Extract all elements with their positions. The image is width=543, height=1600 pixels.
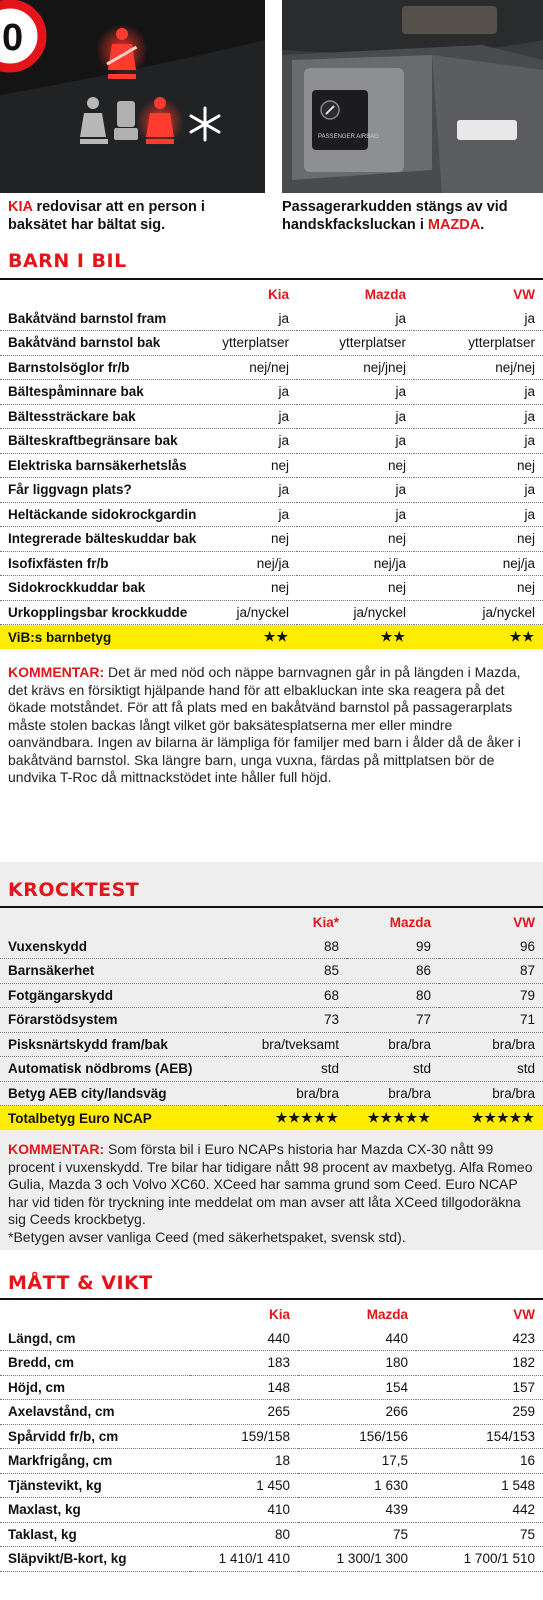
cell-value: nej/ja [297,551,414,576]
cell-value: ja [297,404,414,429]
row-label: Automatisk nödbroms (AEB) [0,1057,225,1082]
cell-value: nej [414,453,543,478]
cell-value: 439 [298,1498,416,1523]
table-row [0,600,543,625]
cell-value: ja [414,429,543,454]
cell-value: 18 [190,1449,298,1474]
cell-value: 440 [298,1326,416,1351]
cell-value: ja [297,306,414,331]
row-label: Förarstödsystem [0,1008,225,1033]
cell-value: nej/ja [200,551,297,576]
cell-value: ★★★★★ [225,1106,347,1131]
section-rule [0,1298,543,1300]
table-row [0,1032,543,1057]
caption-mazda-brand: MAZDA [427,217,481,233]
cell-value: 1 300/1 300 [298,1547,416,1572]
caption-mazda-end: . [480,217,485,233]
cell-value: nej [297,576,414,601]
row-label: Bredd, cm [0,1351,190,1376]
kia-dashboard-photo [0,0,265,193]
section-title-matt: MÅTT & VIKT [8,1272,153,1294]
row-label: Heltäckande sidokrockgardin [0,502,200,527]
cell-value: ja [200,306,297,331]
table-row [0,983,543,1008]
column-header: Mazda [366,1306,408,1322]
cell-value: ja [200,502,297,527]
row-label: Barnsäkerhet [0,959,225,984]
row-label: Fotgängarskydd [0,983,225,1008]
table-row [0,1522,543,1547]
cell-value: std [439,1057,543,1082]
row-label: Elektriska barnsäkerhetslås [0,453,200,478]
cell-value: ja [200,404,297,429]
barn-comment [8,664,536,787]
row-label: Bakåtvänd barnstol bak [0,331,200,356]
cell-value: 1 700/1 510 [416,1547,543,1572]
mazda-glovebox-photo [282,0,543,193]
row-label: Isofixfästen fr/b [0,551,200,576]
caption-mazda-text: Passagerarkudden stängs av vid handskfacksluckan i [282,199,508,233]
caption-kia-brand: KIA [8,199,33,215]
table-row [0,551,543,576]
cell-value: 73 [225,1008,347,1033]
cell-value: nej [200,576,297,601]
comment-text: Det är med nöd och näppe barnvagnen går in på längden i Mazda, det krävs en försiktigt hjälpande hand för att elbakluckan inte ska reagera på det ökade motståndet. För att få plats med en bakåtvänd barnstol på passagerarplats måste stolen backas långt vilket gör baksätesplatserna mer eller mindre oanvändbara. Ingen av bilarna är lämpliga för familjer med barn i ålder då de åker i bakåtvänd barnstol. Ska längre barn, unga vuxna, färdas på mittplatsen bör de undvika T-Roc då mittnackstödet inte håller full höjd. [8,664,521,785]
column-header: VW [513,1306,535,1322]
cell-value: nej/nej [200,355,297,380]
cell-value: 85 [225,959,347,984]
column-header: VW [513,286,535,302]
cell-value: ja [200,380,297,405]
cell-value: std [347,1057,439,1082]
row-label: Längd, cm [0,1326,190,1351]
cell-value: nej [297,527,414,552]
row-label: ViB:s barnbetyg [0,625,200,650]
table-row [0,1424,543,1449]
cell-value: ja [414,502,543,527]
cell-value: bra/tveksamt [225,1032,347,1057]
kia-belt-indicator-image [0,0,265,193]
cell-value: ★★★★★ [347,1106,439,1131]
cell-value: nej/nej [414,355,543,380]
table-row [0,453,543,478]
cell-value: 442 [416,1498,543,1523]
cell-value: nej/jnej [297,355,414,380]
speed-sign-digit: 0 [2,17,24,59]
cell-value: ytterplatser [414,331,543,356]
row-label: Bälteskraftbegränsare bak [0,429,200,454]
section-rule [0,906,543,908]
row-label: Maxlast, kg [0,1498,190,1523]
mazda-airbag-switch-image [282,0,543,193]
krocktest-table [0,910,543,1130]
table-row [0,1081,543,1106]
cell-value: ★★★★★ [439,1106,543,1131]
section-matt-vikt [0,1250,543,1600]
row-label: Bakåtvänd barnstol fram [0,306,200,331]
rating-row [0,625,543,650]
column-header: Mazda [389,914,431,930]
cell-value: nej [297,453,414,478]
cell-value: ja [414,380,543,405]
matt-vikt-table [0,1302,543,1572]
cell-value: nej/ja [414,551,543,576]
row-label: Urkopplingsbar krockkudde [0,600,200,625]
table-row [0,478,543,503]
cell-value: 75 [298,1522,416,1547]
table-row [0,1375,543,1400]
row-label: Tjänstevikt, kg [0,1473,190,1498]
row-label: Totalbetyg Euro NCAP [0,1106,225,1131]
table-row [0,1449,543,1474]
cell-value: 80 [190,1522,298,1547]
row-label: Höjd, cm [0,1375,190,1400]
table-row [0,380,543,405]
table-row [0,1473,543,1498]
section-barn-i-bil [0,240,543,860]
table-header-row [0,910,543,934]
cell-value: 440 [190,1326,298,1351]
row-label: Betyg AEB city/landsväg [0,1081,225,1106]
table-row [0,1326,543,1351]
cell-value: ytterplatser [200,331,297,356]
seat-icon-grey [114,101,138,140]
cell-value: ja [414,306,543,331]
row-label: Markfrigång, cm [0,1449,190,1474]
section-rule [0,278,543,280]
cell-value: ja [297,429,414,454]
cell-value: 86 [347,959,439,984]
cell-value: 183 [190,1351,298,1376]
caption-kia-text: redovisar att en person i baksätet har bältat sig. [8,199,205,233]
table-header-row [0,282,543,306]
cell-value: 1 548 [416,1473,543,1498]
table-row [0,306,543,331]
cell-value: ja [414,478,543,503]
cell-value: ★★ [414,625,543,650]
table-row [0,331,543,356]
table-row [0,527,543,552]
cell-value: 410 [190,1498,298,1523]
barn-table [0,282,543,649]
table-row [0,1351,543,1376]
table-row [0,429,543,454]
cell-value: nej [200,527,297,552]
comment-keyword: KOMMENTAR: [8,664,105,680]
comment-keyword: KOMMENTAR: [8,1141,105,1157]
table-row [0,1498,543,1523]
cell-value: bra/bra [225,1081,347,1106]
row-label: Vuxenskydd [0,934,225,959]
cell-value: ja [297,380,414,405]
table-row [0,1400,543,1425]
table-row [0,934,543,959]
cell-value: ★★ [200,625,297,650]
cell-value: ja [200,478,297,503]
cell-value: 16 [416,1449,543,1474]
cell-value: 154 [298,1375,416,1400]
cell-value: 1 450 [190,1473,298,1498]
row-label: Får liggvagn plats? [0,478,200,503]
cell-value: 182 [416,1351,543,1376]
table-row [0,404,543,429]
rating-row [0,1106,543,1131]
cell-value: 265 [190,1400,298,1425]
cell-value: nej [200,453,297,478]
cell-value: 1 410/1 410 [190,1547,298,1572]
row-label: Spårvidd fr/b, cm [0,1424,190,1449]
table-header-row [0,1302,543,1326]
column-header: Kia [267,286,289,302]
table-row [0,502,543,527]
krocktest-footnote: *Betygen avser vanliga Ceed (med säkerhetspaket, svensk std). [8,1228,406,1245]
section-krocktest [0,862,543,1250]
table-row [0,1008,543,1033]
cell-value: 75 [416,1522,543,1547]
cell-value: ja [414,404,543,429]
caption-mazda [282,198,540,234]
row-label: Bältespåminnare bak [0,380,200,405]
cell-value: 1 630 [298,1473,416,1498]
photo-strip [0,0,543,240]
cell-value: 259 [416,1400,543,1425]
row-label: Barnstolsöglor fr/b [0,355,200,380]
section-title-barn: BARN I BIL [8,250,127,272]
column-header: Kia [268,1306,290,1322]
table-row [0,959,543,984]
caption-kia [8,198,263,234]
cell-value: 423 [416,1326,543,1351]
comment-text: Som första bil i Euro NCAPs historia har Mazda CX-30 nått 99 procent i vuxenskydd. Tre bilar har tidigare nått 98 procent av maxbetyg. Alfa Romeo Gulia, Mazda 3 och Volvo XC60. XCeed har samma grund som Ceed. Euro NCAP har vid tiden för tryckning inte meddelat om man avser att låta XCeed tillgodoräkna sig Ceeds krockbetyg. [8,1141,533,1227]
cell-value: 156/156 [298,1424,416,1449]
cell-value: ja [297,478,414,503]
cell-value: 87 [439,959,543,984]
table-row [0,1547,543,1572]
cell-value: 99 [347,934,439,959]
cell-value: 68 [225,983,347,1008]
column-header: VW [513,914,535,930]
cell-value: 79 [439,983,543,1008]
row-label: Sidokrockkuddar bak [0,576,200,601]
cell-value: 159/158 [190,1424,298,1449]
cell-value: 266 [298,1400,416,1425]
cell-value: ytterplatser [297,331,414,356]
cell-value: ja/nyckel [297,600,414,625]
cell-value: std [225,1057,347,1082]
cell-value: bra/bra [439,1081,543,1106]
cell-value: 17,5 [298,1449,416,1474]
cell-value: nej [414,576,543,601]
cell-value: 77 [347,1008,439,1033]
column-header: Kia* [312,914,339,930]
row-label: Axelavstånd, cm [0,1400,190,1425]
cell-value: nej [414,527,543,552]
cell-value: 71 [439,1008,543,1033]
cell-value: ja/nyckel [200,600,297,625]
row-label: Taklast, kg [0,1522,190,1547]
cell-value: 80 [347,983,439,1008]
section-title-krocktest: KROCKTEST [8,879,140,901]
cell-value: ★★ [297,625,414,650]
row-label: Integrerade bälteskuddar bak [0,527,200,552]
cell-value: ja [297,502,414,527]
airbag-switch-label: PASSENGER AIRBAG [318,134,379,140]
krocktest-comment [8,1141,536,1246]
cell-value: 88 [225,934,347,959]
cell-value: bra/bra [347,1081,439,1106]
row-label: Släpvikt/B-kort, kg [0,1547,190,1572]
row-label: Pisksnärtskydd fram/bak [0,1032,225,1057]
cell-value: 180 [298,1351,416,1376]
table-row [0,576,543,601]
cell-value: 157 [416,1375,543,1400]
cell-value: bra/bra [347,1032,439,1057]
row-label: Bältessträckare bak [0,404,200,429]
cell-value: ja [200,429,297,454]
cell-value: 154/153 [416,1424,543,1449]
cell-value: ja/nyckel [414,600,543,625]
table-row [0,1057,543,1082]
cell-value: bra/bra [439,1032,543,1057]
cell-value: 96 [439,934,543,959]
cell-value: 148 [190,1375,298,1400]
column-header: Mazda [364,286,406,302]
table-row [0,355,543,380]
